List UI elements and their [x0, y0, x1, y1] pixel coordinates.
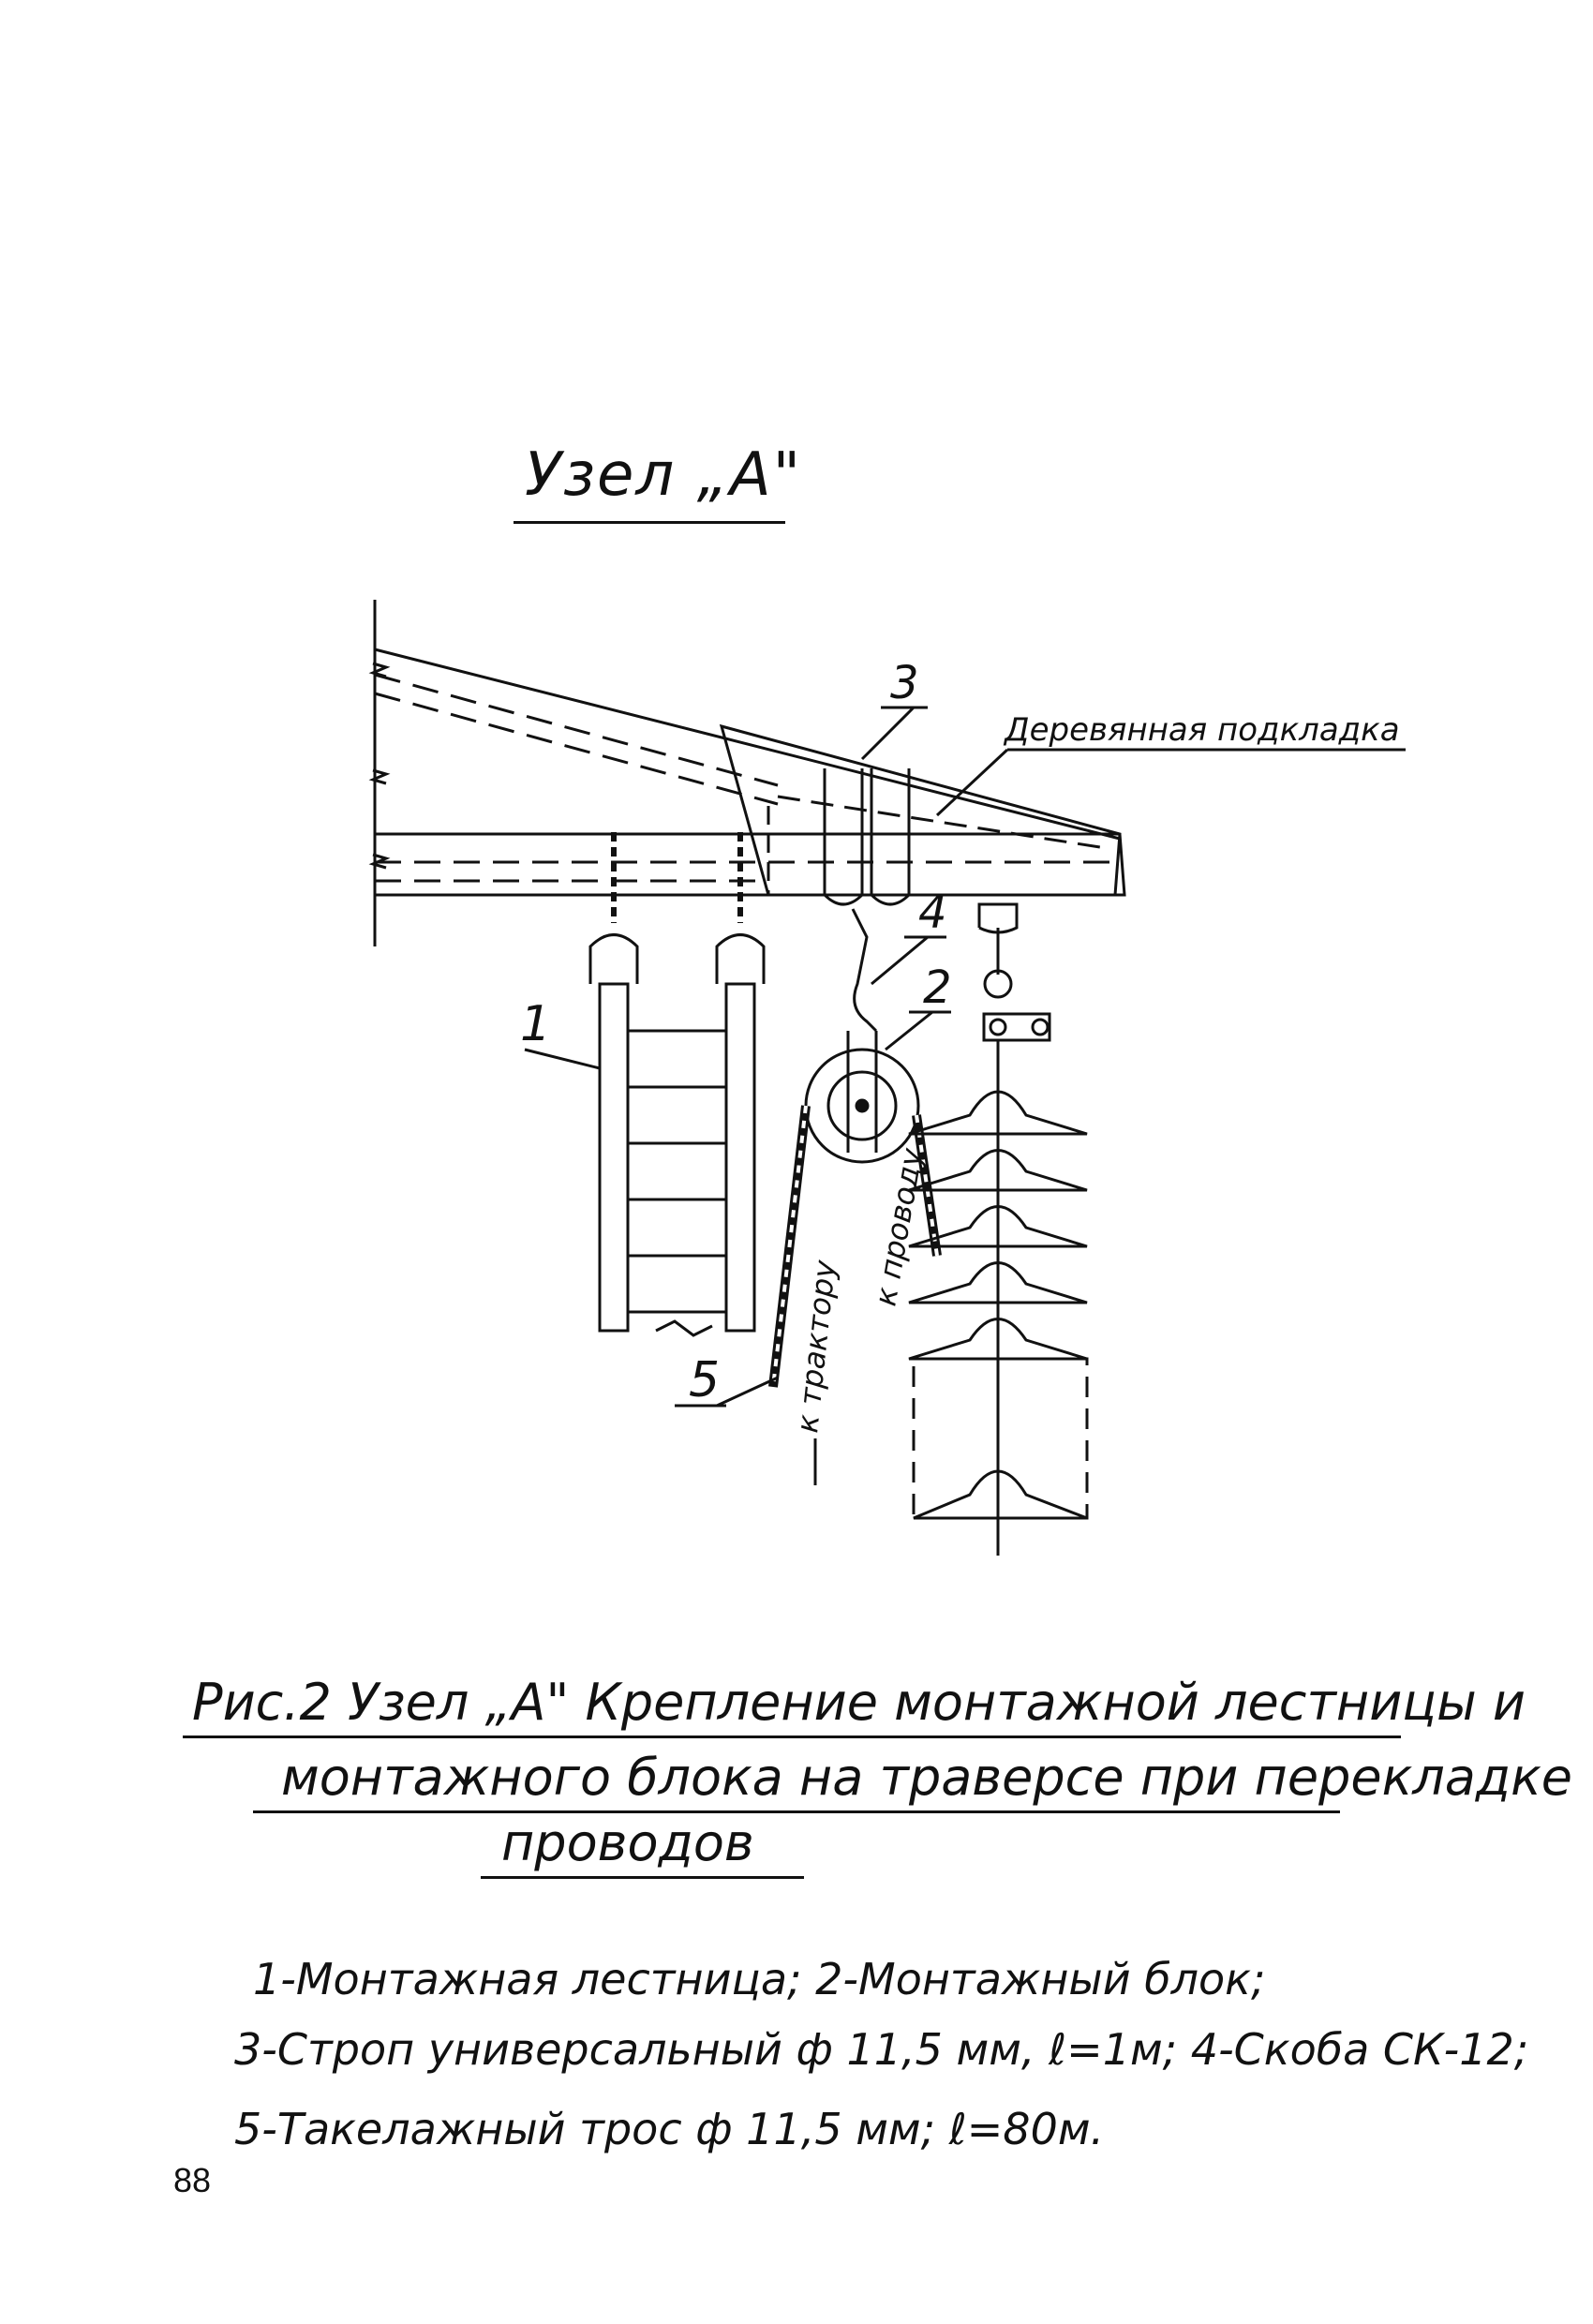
insulator-pin: [985, 971, 1011, 997]
caption-underline-3: [481, 1876, 804, 1879]
pulley-axle: [856, 1100, 868, 1111]
ladder-rail-left: [600, 984, 628, 1331]
ladder-shackle-right: [717, 935, 764, 985]
hook-4: [853, 909, 876, 1031]
traverse-dash-2: [375, 693, 778, 804]
sling-loop-2: [871, 768, 909, 904]
leader-1: [525, 1050, 600, 1068]
ladder-break: [656, 1321, 712, 1335]
callout-1: 1: [520, 996, 552, 1052]
caption-line-3: проводов: [501, 1813, 754, 1872]
wooden-pad-label: Деревянная подкладка: [1005, 711, 1400, 749]
callout-5: 5: [689, 1352, 721, 1408]
legend-line-2: 3-Строп универсальный ф 11,5 мм, ℓ=1м; 4-Скоба СК-12;: [234, 2024, 1529, 2075]
callout-3: 3: [890, 657, 919, 709]
page-number: 88: [173, 2161, 212, 2199]
callout-2: 2: [923, 961, 952, 1014]
insulator-clamp-pin-2: [1033, 1020, 1048, 1035]
leader-2: [886, 1012, 932, 1050]
traverse-dash: [375, 675, 778, 785]
sling-loop: [825, 768, 862, 904]
ladder-rail-right: [726, 984, 754, 1331]
to-tractor-label: к трактору: [789, 1259, 843, 1435]
caption-line-2: монтажного блока на траверсе при перекладке: [281, 1748, 1572, 1807]
diagram-title: Узел „А": [525, 440, 803, 510]
to-wire-label: к проводу: [867, 1145, 930, 1309]
caption-line-1: Рис.2 Узел „А" Крепление монтажной лестницы и: [192, 1673, 1526, 1732]
ladder-shackle-left: [590, 935, 637, 985]
insulator-clamp: [984, 1014, 1050, 1040]
insulator-frame: [914, 1359, 1087, 1518]
caption-underline-2: [253, 1810, 1340, 1813]
leader-5: [717, 1378, 778, 1406]
leader-3: [862, 708, 914, 759]
legend-line-1: 1-Монтажная лестница; 2-Монтажный блок;: [253, 1954, 1266, 2004]
leader-wooden-pad: [937, 750, 1007, 815]
caption-underline-1: [183, 1736, 1401, 1738]
insulator-disc-lower: [914, 1471, 1087, 1518]
leader-4: [871, 937, 928, 984]
legend-line-3: 5-Такелажный трос ф 11,5 мм; ℓ=80м.: [234, 2104, 1105, 2154]
insulator-clamp-pin: [990, 1020, 1005, 1035]
callout-4: 4: [918, 886, 947, 939]
